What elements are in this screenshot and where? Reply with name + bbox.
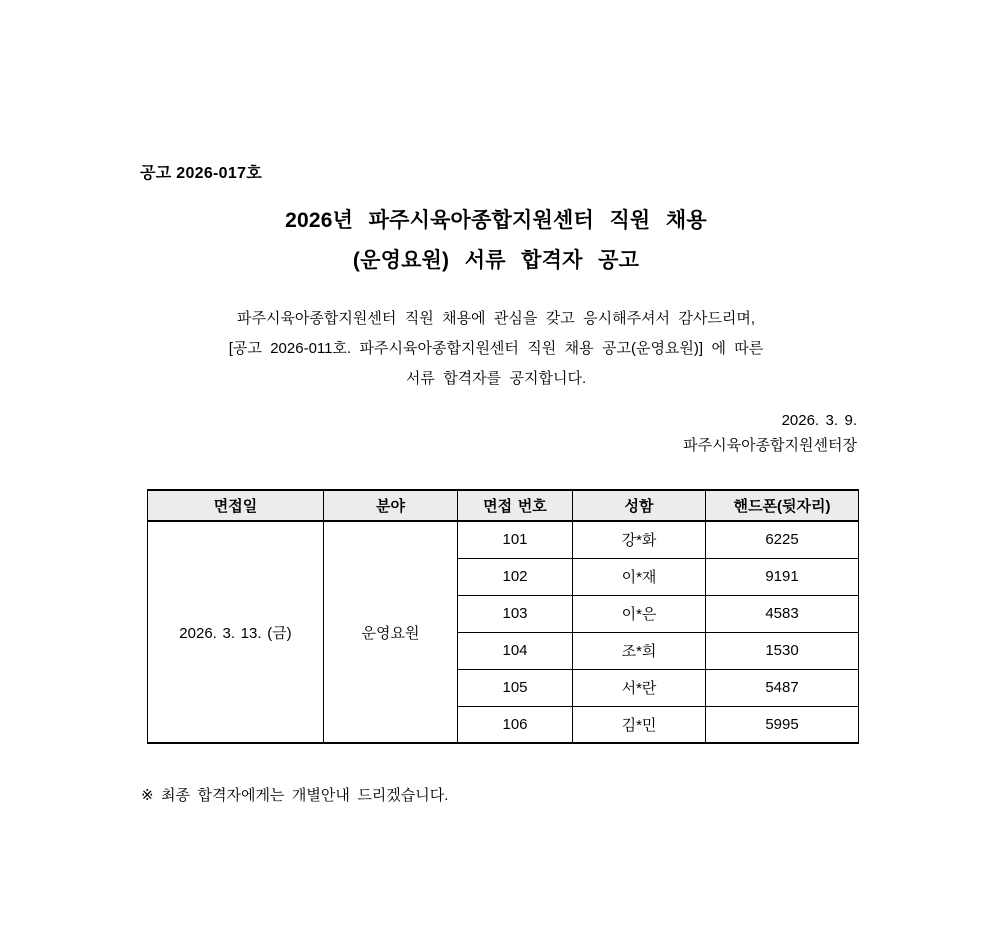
cell-phone: 1530 <box>706 632 859 669</box>
issue-date: 2026. 3. 9. <box>781 412 857 429</box>
intro-line-1: 파주시육아종합지원센터 직원 채용에 관심을 갖고 응시해주셔서 감사드리며, <box>236 310 756 327</box>
cell-phone: 5995 <box>706 706 859 743</box>
cell-interview-no: 103 <box>458 595 573 632</box>
cell-name: 김*민 <box>573 706 706 743</box>
col-header-name: 성함 <box>573 490 706 521</box>
cell-phone: 9191 <box>706 558 859 595</box>
cell-name: 조*희 <box>573 632 706 669</box>
document-title-line1: 2026년 파주시육아종합지원센터 직원 채용 <box>285 209 707 232</box>
cell-category: 운영요원 <box>324 521 458 743</box>
footnote: ※ 최종 합격자에게는 개별안내 드리겠습니다. <box>141 787 449 804</box>
notice-number: 공고 2026-017호 <box>140 165 263 182</box>
table-header-row <box>148 490 859 521</box>
document-title-line2: (운영요원) 서류 합격자 공고 <box>352 249 640 272</box>
signature-block <box>683 408 857 458</box>
col-header-phone: 핸드폰(뒷자리) <box>706 490 859 521</box>
cell-name: 강*화 <box>573 521 706 558</box>
col-header-interview-date: 면접일 <box>148 490 324 521</box>
cell-phone: 6225 <box>706 521 859 558</box>
document-title <box>0 201 992 281</box>
cell-interview-no: 106 <box>458 706 573 743</box>
cell-name: 서*란 <box>573 669 706 706</box>
cell-name: 이*재 <box>573 558 706 595</box>
cell-phone: 5487 <box>706 669 859 706</box>
cell-interview-date: 2026. 3. 13. (금) <box>148 521 324 743</box>
issuer-title: 파주시육아종합지원센터장 <box>683 437 857 454</box>
table-row <box>148 521 859 558</box>
col-header-category: 분야 <box>324 490 458 521</box>
intro-paragraph <box>0 304 992 394</box>
cell-interview-no: 105 <box>458 669 573 706</box>
intro-line-3: 서류 합격자를 공지합니다. <box>405 370 587 387</box>
intro-line-2: [공고 2026-011호. 파주시육아종합지원센터 직원 채용 공고(운영요원)] 에 따른 <box>228 340 764 357</box>
cell-name: 이*은 <box>573 595 706 632</box>
cell-interview-no: 102 <box>458 558 573 595</box>
applicants-table <box>147 489 859 744</box>
col-header-interview-no: 면접 번호 <box>458 490 573 521</box>
cell-phone: 4583 <box>706 595 859 632</box>
cell-interview-no: 101 <box>458 521 573 558</box>
cell-interview-no: 104 <box>458 632 573 669</box>
